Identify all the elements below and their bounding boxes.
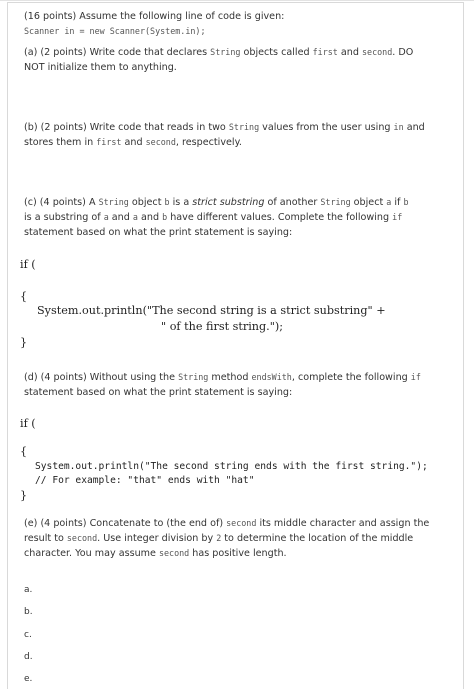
- part-b-prompt-line-2: stores them in first and second, respectively.: [24, 137, 242, 148]
- part-d-prompt-line-2: statement based on what the print statement is saying:: [24, 387, 293, 398]
- answer-label-b: b.: [24, 607, 33, 617]
- part-d-prompt-line-1: (d) (4 points) Without using the String method endsWith, complete the following if: [24, 372, 421, 383]
- part-c-code-if: if (: [20, 258, 36, 271]
- part-a-prompt-line-1: (a) (2 points) Write code that declares String objects called first and second. DO: [24, 47, 414, 58]
- part-e-prompt-line-2: result to second. Use integer division by 2 to determine the location of the middle: [24, 533, 414, 544]
- part-d-code-if: if (: [20, 417, 36, 430]
- part-b-prompt-line-1: (b) (2 points) Write code that reads in two String values from the user using in and: [24, 122, 425, 133]
- part-e-prompt-line-1: (e) (4 points) Concatenate to (the end of) second its middle character and assign the: [24, 518, 430, 529]
- answer-label-c: c.: [24, 630, 32, 640]
- part-c-code-close-brace: }: [20, 336, 28, 349]
- part-c-prompt-line-3: statement based on what the print statement is saying:: [24, 227, 293, 238]
- part-c-prompt-line-1: (c) (4 points) A String object b is a strict substring of another String object a if b: [24, 197, 409, 208]
- answer-label-d: d.: [24, 652, 33, 662]
- given-code-line: Scanner in = new Scanner(System.in);: [24, 26, 206, 36]
- part-d-code-print-line: System.out.println("The second string ends with the first string.");: [35, 461, 428, 472]
- part-d-code-comment: // For example: "that" ends with "hat": [35, 475, 255, 486]
- part-e-prompt-line-3: character. You may assume second has positive length.: [24, 548, 287, 559]
- part-d-code-open-brace: {: [20, 445, 28, 458]
- part-c-code-open-brace: {: [20, 290, 28, 303]
- top-divider: [0, 0, 474, 1]
- question-header: (16 points) Assume the following line of code is given:: [24, 11, 285, 22]
- answer-label-e: e.: [24, 674, 33, 684]
- answer-label-a: a.: [24, 585, 33, 595]
- part-c-code-print-line-2: " of the first string.");: [161, 320, 283, 333]
- part-d-code-close-brace: }: [20, 489, 28, 502]
- part-a-prompt-line-2: NOT initialize them to anything.: [24, 62, 177, 73]
- part-c-code-print-line-1: System.out.println("The second string is a strict substring" +: [37, 304, 386, 317]
- question-card: [7, 2, 464, 689]
- part-c-prompt-line-2: is a substring of a and a and b have different values. Complete the following if: [24, 212, 403, 223]
